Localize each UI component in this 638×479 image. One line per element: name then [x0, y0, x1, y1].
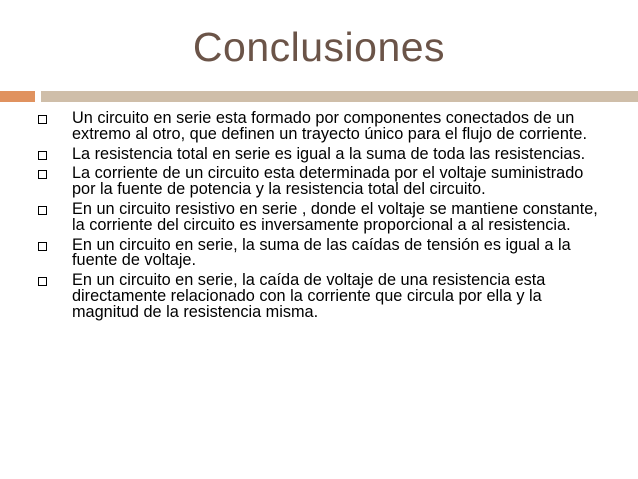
slide-title: Conclusiones	[192, 24, 446, 70]
square-bullet-icon	[38, 115, 47, 124]
bullet-item	[38, 166, 598, 198]
bullet-text: En un circuito en serie, la caída de voltaje de una resistencia esta directamente relacionado con la corriente que circula por ella y la magnitud de la resistencia misma.	[72, 271, 546, 321]
title-rule-accent	[0, 91, 35, 102]
square-bullet-icon	[38, 170, 47, 179]
bullet-text: En un circuito resistivo en serie , donde el voltaje se mantiene constante, la corriente del circuito es inversamente proporcional a al resistencia.	[72, 199, 598, 234]
title-rule	[41, 91, 638, 102]
bullet-text: La corriente de un circuito esta determinada por el voltaje suministrado por la fuente de potencia y la resistencia total del circuito.	[72, 164, 584, 199]
bullet-item	[38, 111, 598, 143]
square-bullet-icon	[38, 242, 47, 251]
bullet-item	[38, 199, 598, 234]
bullet-text: En un circuito en serie, la suma de las caídas de tensión es igual a la fuente de voltaje.	[72, 235, 571, 270]
bullet-list	[38, 111, 598, 325]
bullet-item	[38, 144, 598, 163]
square-bullet-icon	[38, 206, 47, 215]
bullet-item	[38, 235, 598, 270]
square-bullet-icon	[38, 151, 47, 160]
bullet-text: La resistencia total en serie es igual a la suma de toda las resistencias.	[72, 144, 586, 163]
bullet-text: Un circuito en serie esta formado por componentes conectados de un extremo al otro, que definen un trayecto único para el flujo de corriente.	[72, 109, 587, 143]
square-bullet-icon	[38, 277, 47, 286]
bullet-item	[38, 273, 598, 320]
